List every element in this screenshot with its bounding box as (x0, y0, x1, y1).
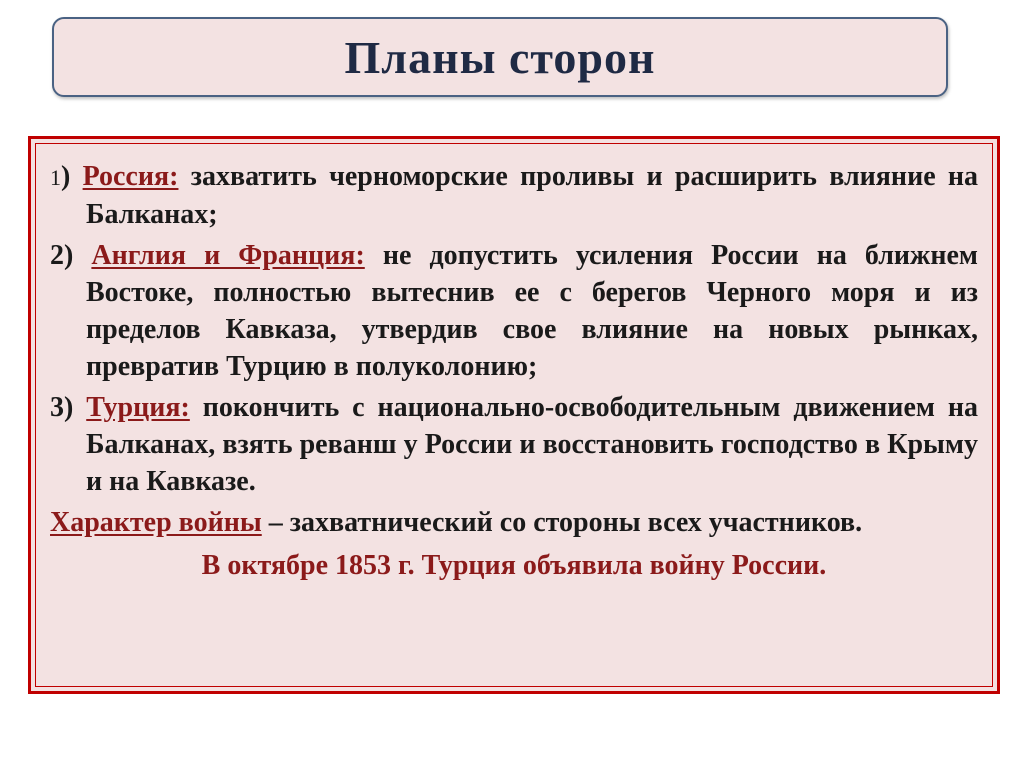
item-label-england-france: Англия и Франция: (91, 240, 365, 271)
item-number: 2) (50, 240, 92, 271)
item-text-russia: захватить черноморские проливы и расширить влияние на Балканах; (86, 161, 979, 230)
page-title: Планы сторон (344, 31, 656, 83)
item-number-paren: ) (61, 161, 71, 192)
item-russia (50, 158, 978, 233)
title-box (52, 17, 948, 97)
item-turkey (50, 389, 978, 500)
war-declaration-line: В октябре 1853 г. Турция объявила войну России. (201, 550, 827, 581)
war-character-text: – захватнический со стороны всех участников. (261, 507, 863, 538)
item-england-france (50, 237, 978, 385)
content-box (28, 136, 1000, 694)
content-inner-frame (35, 143, 993, 687)
item-text-england-france: не допустить усиления России на ближнем Востоке, полностью вытеснив ее с берегов Черного моря и из пределов Кавказа, утвердив свое влияние на новых рынках, превратив Турцию в полуколонию; (86, 240, 978, 382)
war-character (50, 504, 978, 541)
item-number: 3) (50, 392, 87, 423)
item-label-russia: Россия: (82, 161, 179, 192)
war-character-label: Характер войны (50, 507, 262, 538)
item-text-turkey: покончить с национально-освободительным движением на Балканах, взять реванш у России и восстановить господство в Крыму и на Кавказе. (86, 392, 978, 497)
item-number: 1 (50, 165, 61, 190)
item-label-turkey: Турция: (86, 392, 190, 423)
